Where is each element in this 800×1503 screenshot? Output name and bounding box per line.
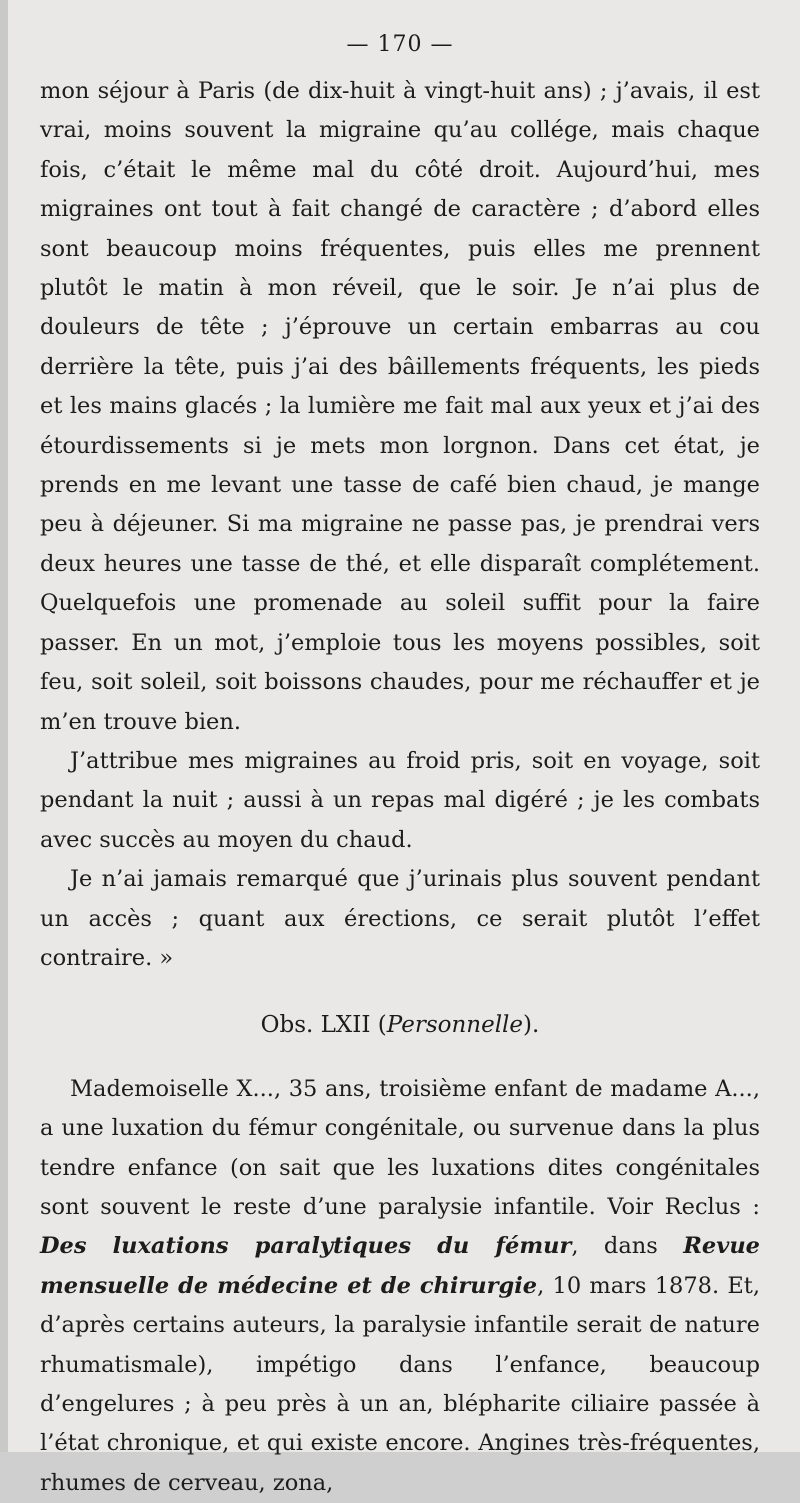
heading-suffix: ). [523, 1012, 540, 1039]
observation-journal-title: Revue mensuelle de médecine et de chirurgie [40, 1233, 760, 1299]
heading-italic: Personnelle [386, 1012, 524, 1039]
paragraph-urination: Je n’ai jamais remarqué que j’urinais plus souvent pendant un accès ; quant aux érections, ce serait plutôt l’effet contraire. » [40, 866, 760, 971]
body-text [40, 72, 760, 1503]
paragraph-attribution: J’attribue mes migraines au froid pris, soit en voyage, soit pendant la nuit ; aussi à un repas mal digéré ; je les combats avec succès au moyen du chaud. [40, 747, 760, 853]
observation-heading [40, 1006, 760, 1045]
page-number: — 170 — [346, 32, 454, 57]
observation-text-1: Mademoiselle X..., 35 ans, troisième enfant de madame A..., a une luxation du fémur congénitale, ou survenue dans la plus tendre enfance (on sait que les luxations dites congénitales sont souvent le reste d’une paralysie infantile. Voir Reclus : [40, 1075, 760, 1220]
observation-text-3: , 10 mars 1878. Et, d’après certains auteurs, la paralysie infantile serait de nature rhumatismale), impétigo dans l’enfance, beaucoup d’engelures ; à peu près à un an, blépharite ciliaire passée à l’état chronique, et qui existe encore. Angines très-fréquentes, rhumes de cerveau, zona, [40, 1272, 760, 1496]
heading-prefix: Obs. LXII ( [260, 1012, 387, 1039]
paragraph-migraine-account: mon séjour à Paris (de dix-huit à vingt-huit ans) ; j’avais, il est vrai, moins souvent la migraine qu’au collége, mais chaque fois, c’était le même mal du côté droit. Aujourd’hui, mes migraines ont tout à fait changé de caractère ; d’abord elles sont beaucoup moins fréquentes, puis elles me prennent plutôt le matin à mon réveil, que le soir. Je n’ai plus de douleurs de tête ; j’éprouve un certain embarras au cou derrière la tête, puis j’ai des bâillements fréquents, les pieds et les mains glacés ; la lumière me fait mal aux yeux et j’ai des étourdissements si je mets mon lorgnon. Dans cet état, je prends en me levant une tasse de café bien chaud, je mange peu à déjeuner. Si ma migraine ne passe pas, je prendrai vers deux heures une tasse de thé, et elle disparaît complétement. Quelquefois une promenade au soleil suffit pour la faire passer. En un mot, j’emploie tous les moyens possibles, soit feu, soit soleil, soit boissons chaudes, pour me réchauffer et je m’en trouve bien. [40, 78, 760, 735]
page-edge-shadow [0, 0, 8, 1452]
observation-text-2: , dans [571, 1233, 684, 1260]
paragraph-observation-lxii [40, 1070, 760, 1503]
observation-citation-title: Des luxations paralytiques du fémur [40, 1233, 572, 1260]
